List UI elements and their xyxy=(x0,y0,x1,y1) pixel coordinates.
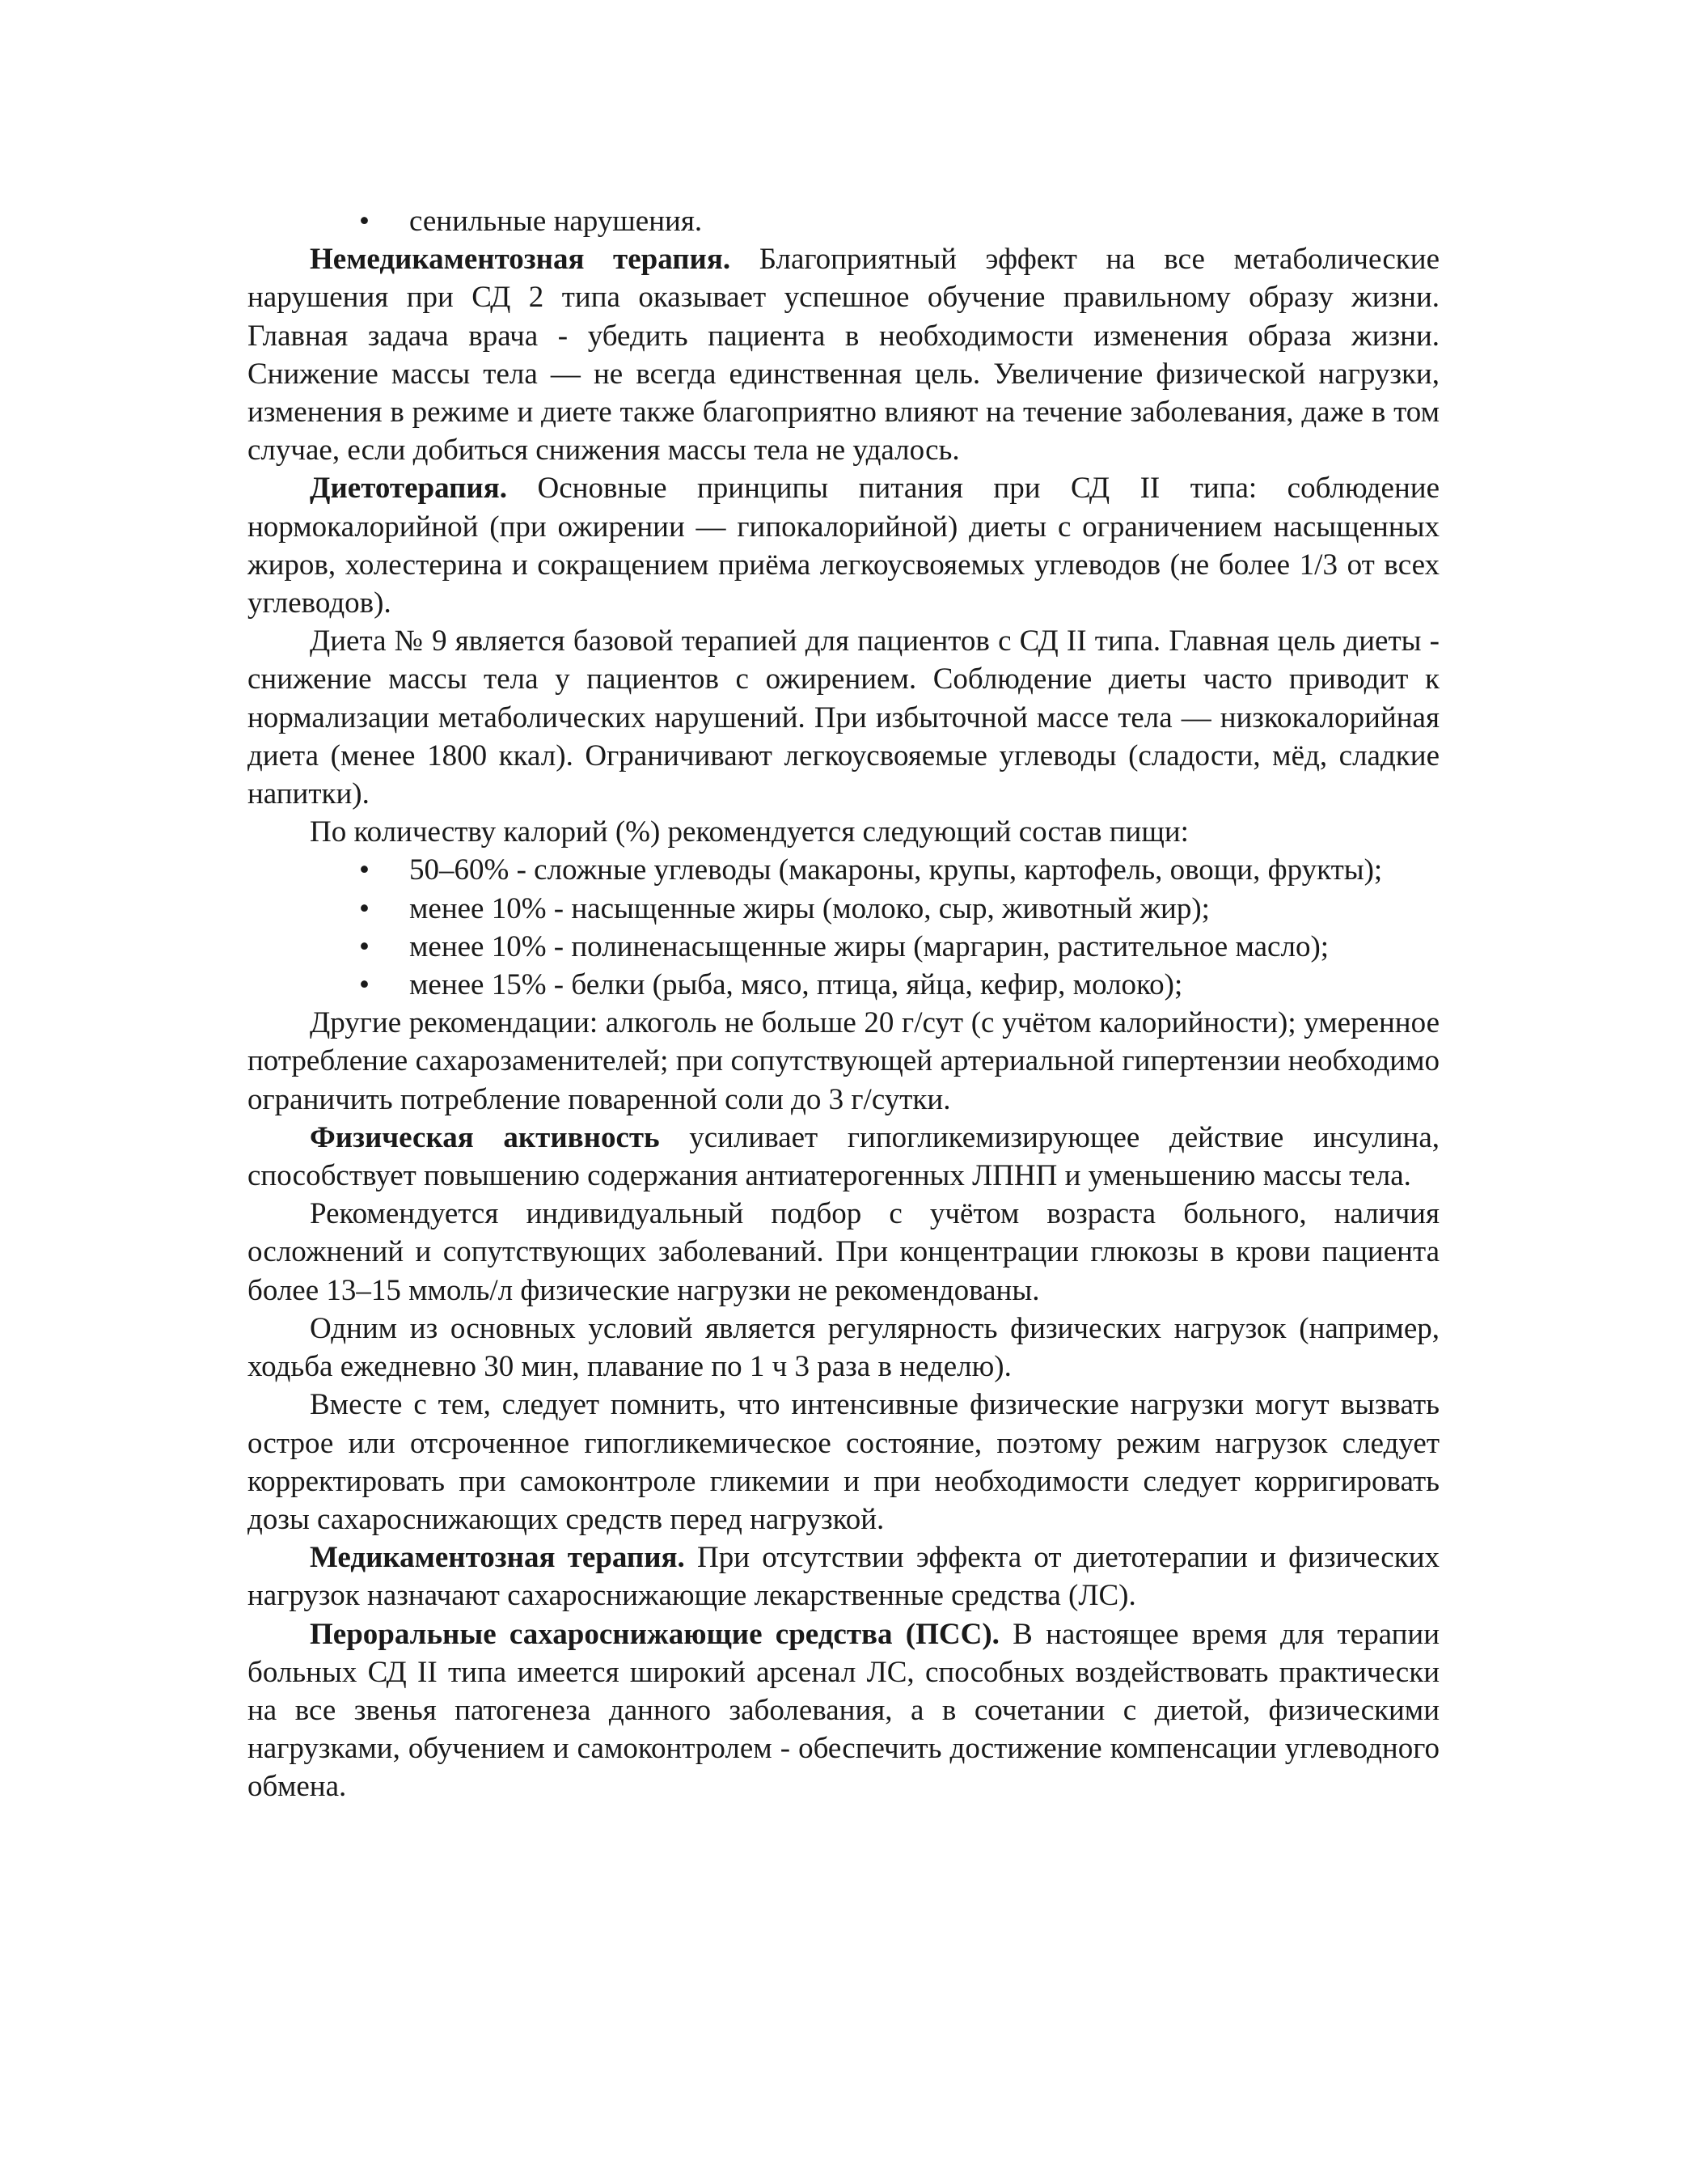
paragraph-diet-therapy xyxy=(247,469,1440,622)
paragraph-heading: Медикаментозная терапия. xyxy=(310,1541,685,1575)
paragraph-text: усиливает гипогликемизирующее действие инсулина, способствует повышению содержания антиатерогенных ЛПНП и уменьшению массы тела. xyxy=(247,1120,1440,1193)
paragraph-diet-9 xyxy=(247,622,1440,813)
document-page xyxy=(247,202,1440,1806)
bullet-icon: • xyxy=(359,891,370,925)
list-item-text: 50–60% - сложные углеводы (макароны, крупы, картофель, овощи, фрукты); xyxy=(409,853,1383,887)
list-item xyxy=(359,851,1440,889)
list-item xyxy=(359,928,1440,966)
bullet-icon: • xyxy=(359,968,370,1002)
paragraph-text: Основные принципы питания при СД II типа: соблюдение нормокалорийной (при ожирении — гипокалорийной) диеты с ограничением насыщенных жиров, холестерина и сокращением приёма легкоусвояемых углеводов (не более 1/3 от всех углеводов). xyxy=(247,472,1440,620)
paragraph-oral-agents xyxy=(247,1615,1440,1806)
paragraph-text: Диета № 9 является базовой терапией для пациентов с СД II типа. Главная цель диеты - снижение массы тела у пациентов с ожирением. Соблюдение диеты часто приводит к нормализации метаболических нарушений. При избыточной массе тела — низкокалорийная диета (менее 1800 ккал). Ограничивают легкоусвояемые углеводы (сладости, мёд, сладкие напитки). xyxy=(247,624,1440,811)
list-item-text: менее 15% - белки (рыба, мясо, птица, яйца, кефир, молоко); xyxy=(409,968,1183,1002)
paragraph-text: По количеству калорий (%) рекомендуется следующий состав пищи: xyxy=(310,815,1189,849)
paragraph-heading: Диетотерапия. xyxy=(310,472,507,506)
paragraph-heading: Физическая активность xyxy=(310,1120,660,1154)
paragraph-drug-therapy xyxy=(247,1539,1440,1615)
bullet-icon: • xyxy=(359,929,370,963)
paragraph-text: Благоприятный эффект на все метаболические нарушения при СД 2 типа оказывает успешное обучение правильному образу жизни. Главная задача врача - убедить пациента в необходимости изменения образа жизни. Снижение массы тела — не всегда единственная цель. Увеличение физической нагрузки, изменения в режиме и диете также благоприятно влияют на течение заболевания, даже в том случае, если добиться снижения массы тела не удалось. xyxy=(247,243,1440,468)
paragraph-regularity xyxy=(247,1310,1440,1386)
paragraph-heading: Немедикаментозная терапия. xyxy=(310,243,731,277)
list-item-text: менее 10% - полиненасыщенные жиры (маргарин, растительное масло); xyxy=(409,929,1330,963)
paragraph-individual-selection xyxy=(247,1195,1440,1310)
list-item xyxy=(359,890,1440,928)
paragraph-calorie-composition xyxy=(247,813,1440,851)
list-item xyxy=(359,202,1440,240)
paragraph-text: Вместе с тем, следует помнить, что интенсивные физические нагрузки могут вызвать острое или отсроченное гипогликемическое состояние, поэтому режим нагрузок следует корректировать при самоконтроле гликемии и при необходимости следует корригировать дозы сахароснижающих средств перед нагрузкой. xyxy=(247,1388,1440,1536)
list-item xyxy=(359,966,1440,1004)
paragraph-other-recommendations xyxy=(247,1004,1440,1119)
paragraph-non-drug-therapy xyxy=(247,240,1440,469)
bullet-icon: • xyxy=(359,205,370,238)
paragraph-text: В настоящее время для терапии больных СД II типа имеется широкий арсенал ЛС, способных воздействовать практически на все звенья патогенеза данного заболевания, а в сочетании с диетой, физическими нагрузками, обучением и самоконтролем - обеспечить достижение компенсации углеводного обмена. xyxy=(247,1617,1440,1804)
paragraph-hypoglycemia-warning xyxy=(247,1386,1440,1539)
bullet-list-top xyxy=(247,202,1440,240)
bullet-icon: • xyxy=(359,853,370,887)
list-item-text: менее 10% - насыщенные жиры (молоко, сыр, животный жир); xyxy=(409,891,1210,925)
paragraph-text: Рекомендуется индивидуальный подбор с учётом возраста больного, наличия осложнений и сопутствующих заболеваний. При концентрации глюкозы в крови пациента более 13–15 ммоль/л физические нагрузки не рекомендованы. xyxy=(247,1197,1440,1307)
paragraph-text: Другие рекомендации: алкоголь не больше 20 г/сут (с учётом калорийности); умеренное потребление сахарозаменителей; при сопутствующей артериальной гипертензии необходимо ограничить потребление поваренной соли до 3 г/сутки. xyxy=(247,1006,1440,1116)
bullet-list-diet xyxy=(247,851,1440,1004)
paragraph-heading: Пероральные сахароснижающие средства (ПСС). xyxy=(310,1617,1000,1651)
list-item-text: сенильные нарушения. xyxy=(409,205,703,238)
paragraph-text: Одним из основных условий является регулярность физических нагрузок (например, ходьба ежедневно 30 мин, плавание по 1 ч 3 раза в неделю). xyxy=(247,1311,1440,1384)
paragraph-physical-activity xyxy=(247,1119,1440,1195)
paragraph-text: При отсутствии эффекта от диетотерапии и физических нагрузок назначают сахароснижающие лекарственные средства (ЛС). xyxy=(247,1541,1440,1613)
